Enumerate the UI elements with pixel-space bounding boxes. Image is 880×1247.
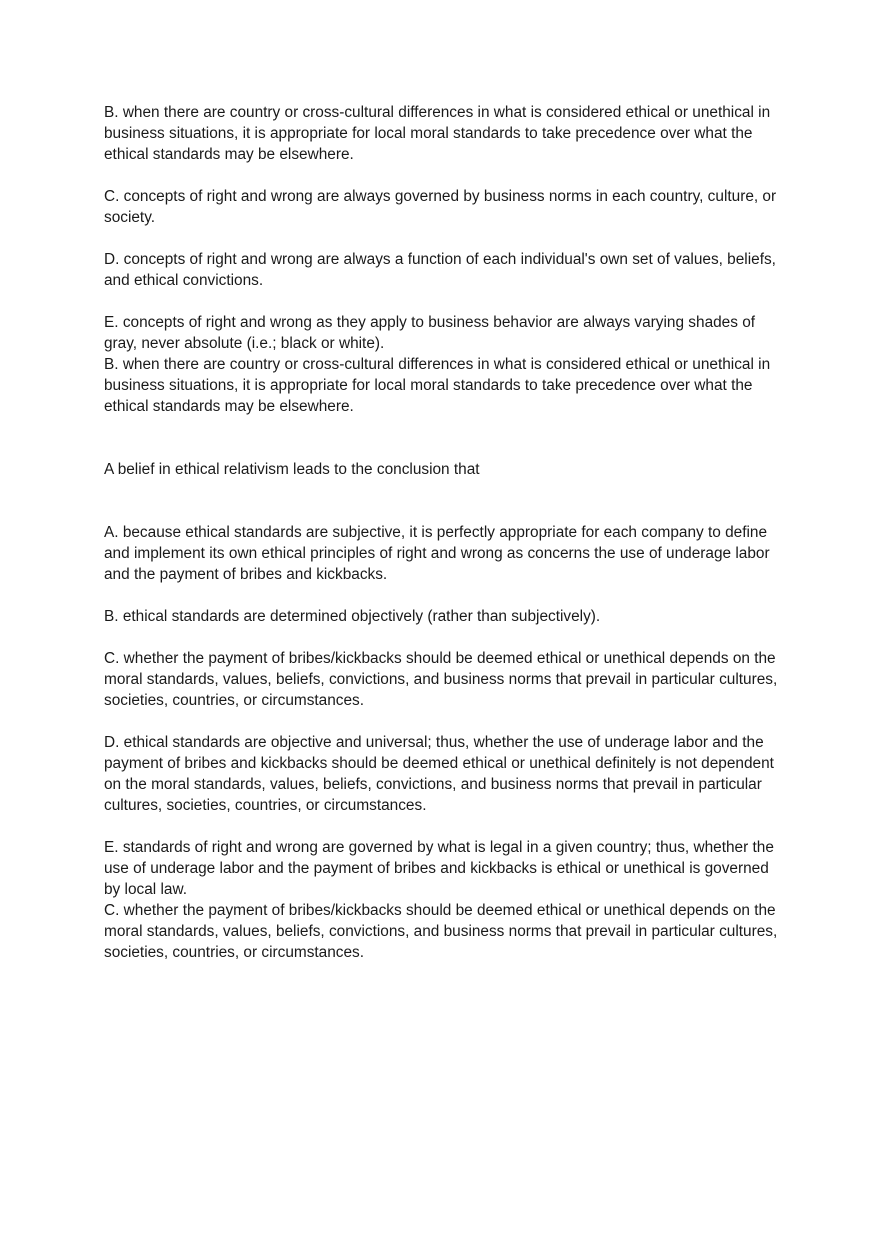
question-block-1 xyxy=(104,102,780,417)
spacer xyxy=(104,585,780,606)
spacer xyxy=(104,228,780,249)
option-b-text: B. when there are country or cross-cultural differences in what is considered ethical or unethical in business situations, it is appropriate for local moral standards to take precedence over what the ethical standards may be elsewhere. xyxy=(104,104,771,163)
option-c-text: C. concepts of right and wrong are always governed by business norms in each country, culture, or society. xyxy=(104,188,777,226)
spacer xyxy=(104,165,780,186)
question-block-2 xyxy=(104,459,780,963)
option-e-text: E. standards of right and wrong are governed by what is legal in a given country; thus, whether the use of underage labor and the payment of bribes and kickbacks is ethical or unethical is governed by local law. xyxy=(104,839,774,898)
answer-text: C. whether the payment of bribes/kickbacks should be deemed ethical or unethical depends on the moral standards, values, beliefs, convictions, and business norms that prevail in particular cultures, societies, countries, or circumstances. xyxy=(104,902,778,961)
question-text: A belief in ethical relativism leads to the conclusion that xyxy=(104,461,480,478)
option-a-text: A. because ethical standards are subjective, it is perfectly appropriate for each company to define and implement its own ethical principles of right and wrong as concerns the use of underage labor and the payment of bribes and kickbacks. xyxy=(104,524,770,583)
spacer xyxy=(104,627,780,648)
answer-text: B. when there are country or cross-cultural differences in what is considered ethical or unethical in business situations, it is appropriate for local moral standards to take precedence over what the ethical standards may be elsewhere. xyxy=(104,356,771,415)
spacer xyxy=(104,480,780,522)
spacer xyxy=(104,711,780,732)
option-d-text: D. ethical standards are objective and universal; thus, whether the use of underage labor and the payment of bribes and kickbacks should be deemed ethical or unethical definitely is not dependent on the moral standards, values, beliefs, convictions, and business norms that prevail in particular cultures, societies, countries, or circumstances. xyxy=(104,734,774,814)
option-c-text: C. whether the payment of bribes/kickbacks should be deemed ethical or unethical depends on the moral standards, values, beliefs, convictions, and business norms that prevail in particular cultures, societies, countries, or circumstances. xyxy=(104,650,778,709)
spacer xyxy=(104,291,780,312)
option-b-text: B. ethical standards are determined objectively (rather than subjectively). xyxy=(104,608,601,625)
spacer xyxy=(104,816,780,837)
spacer xyxy=(104,417,780,459)
option-e-text: E. concepts of right and wrong as they apply to business behavior are always varying shades of gray, never absolute (i.e.; black or white). xyxy=(104,314,756,352)
option-d-text: D. concepts of right and wrong are always a function of each individual's own set of values, beliefs, and ethical convictions. xyxy=(104,251,776,289)
